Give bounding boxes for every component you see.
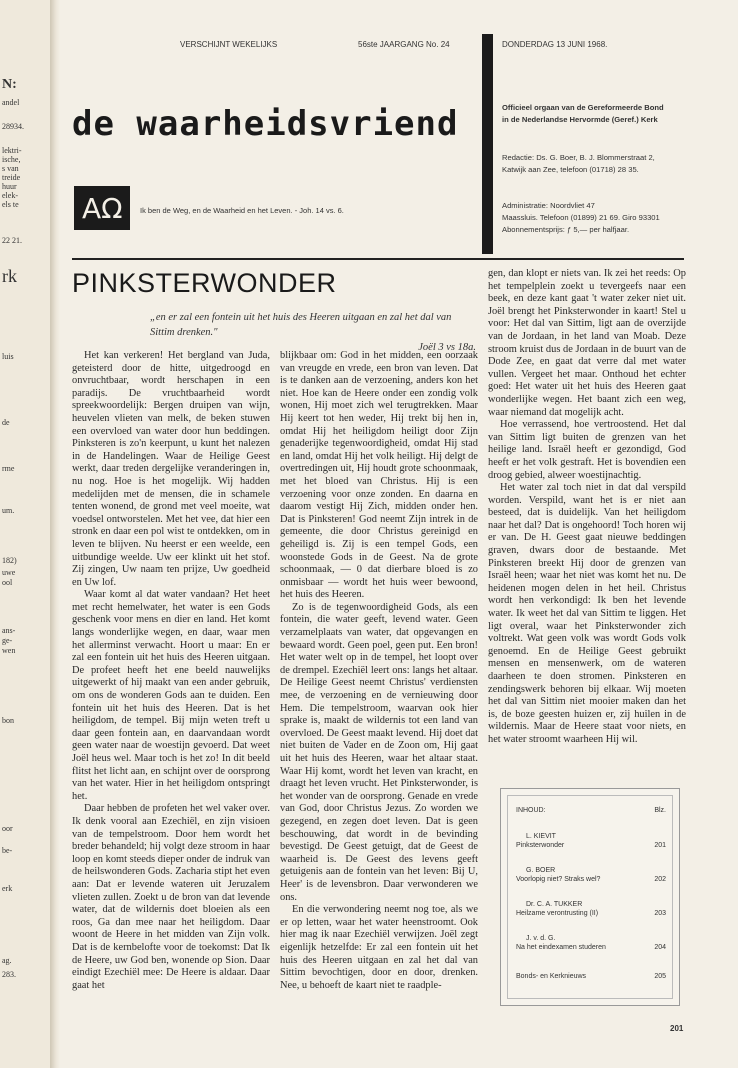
strip-line: rk	[2, 266, 17, 286]
article-column-1	[72, 350, 270, 992]
paragraph: gen, dan klopt er niets van. Ik zei het reeds: Op het tempelplein zoekt u tevergeefs naar een beek, en deze kant gaat 't water zeker niet uit. Joël brengt het Pinksterwonder in kaart! Stel u voor: Het dal van Sittim, ligt aan de overzijde van de Jordaan, in het land van Moab. Deze stroom kruist dus de Jordaan in de buurt van de Dode Zee, en gaat dat verre dal met water vullen. Vergeet het maar. Onthoud het echter goed: Het water uit het huis des Heeren gaat wonderlijke wegen. Het baant zich een weg, waar niemand dat mogelijk acht.	[488, 268, 686, 418]
strip-line: um.	[2, 506, 15, 515]
toc-author: J. v. d. G.	[526, 935, 556, 942]
toc-title: Pinksterwonder	[516, 842, 565, 849]
toc-entry	[516, 866, 666, 884]
paragraph: En die verwondering neemt nog toe, als we er op letten, waar het water heenstroomt. Ook hier mag ik naar Ezechiël verwijzen. Joël zegt eigenlijk hetzelfde: Er zal een fontein uit het huis des Heeren uitgaan en zal het dal van Sittim bevochtigen, door en door, drenken. Nee, u behoeft de kaart niet te raadple-	[280, 904, 478, 991]
admin-line: Abonnementsprijs: ƒ 5,— per halfjaar.	[502, 225, 630, 234]
strip-line: 22 21.	[2, 236, 22, 245]
article-column-3	[488, 268, 686, 747]
toc-entry	[516, 900, 666, 918]
toc-page: 204	[654, 944, 666, 951]
toc-author: Dr. C. A. TUKKER	[526, 901, 583, 908]
toc-page: 201	[654, 842, 666, 849]
strip-line: oor	[2, 824, 13, 833]
volume-label: 56ste JAARGANG No. 24	[358, 40, 450, 49]
strip-line: ool	[2, 578, 13, 587]
organ-line: in de Nederlandse Hervormde (Geref.) Kerk	[502, 115, 658, 124]
logo-glyphs: ΑΩ	[82, 192, 123, 225]
page-fold-shadow	[50, 0, 60, 1068]
paragraph: Het water zal toch niet in dat dal verspild worden. Verspild, want het is er niet aan besteed, dat is duidelijk. Van het heiligdom naar het dal? Dat is ongehoord! Toch horen wij er van. De H. Geest gaat nieuwe beddingen graven, dwars door de bestaande. Met Pinksteren breekt Hij door de grenzen van Israël heen; waar het niet was komt het nu. De heidenen mogen delen in het heil. Christus wordt hen verkondigd: Ik ben het levende water. Ik weet het dal van Sittim te liggen. Het ligt overal, waar het Pinksterwonder zich voltrekt. Wat geen volk was wordt Gods volk genoemd. En de Heilige Geest gebruikt mensen en mensenwerk, om de wateren daarheen te doen stromen. Pinksteren en zendingswerk behoren bij elkaar. Wij moeten het dal van Sittim niet mooier maken dan het is, de boze geesten huizen er, zij huilen in de wildernis. Maar de Heere staat voor niets, en het water stroomt waarheen Hij wil.	[488, 482, 686, 745]
toc-author: L. KIEVIT	[526, 833, 556, 840]
toc-entry	[516, 934, 666, 952]
quote-reference: Joël 3 vs 18a.	[418, 342, 476, 353]
admin-line: Maassluis. Telefoon (01899) 21 69. Giro 93301	[502, 213, 660, 222]
strip-line: 283.	[2, 970, 16, 979]
organ-line: Officieel orgaan van de Gereformeerde Bond	[502, 103, 664, 112]
strip-line: uwe	[2, 568, 16, 577]
strip-line: ans-	[2, 626, 16, 635]
paragraph: Waar komt al dat water vandaan? Het heet met recht hemelwater, het water is een Gods geschenk voor mens en dier en land. Het komt langs wonderlijke wegen, en daar, waar men het allerminst verwacht. Hoort u maar: En er zal een fontein uit het huis des Heeren uitgaan. De profeet heeft het ene beeld nauwelijks uitgewerkt of hij maakt van een ander gebruik, om ons de wonderen Gods aan te duiden. Een fontein uit het huis des Heeren. Dat is het heiligdom, de tempel. Bij mijn weten treft u daar geen fontein aan, en daarvandaan wordt geen water naar de woestijn gevoerd. Dat weet Joël heus wel. Maar toch is het zo! In dit beeld flitst het licht aan, en schijnt over de oorsprong van het water. Hier in het heiligdom ontspringt het.	[72, 589, 270, 802]
toc-heading: INHOUD:	[516, 807, 546, 814]
article-column-2	[280, 350, 478, 992]
strip-line: andel	[2, 98, 20, 107]
alpha-omega-logo	[74, 186, 130, 230]
strip-line: wen	[2, 646, 16, 655]
header-rule	[72, 258, 684, 260]
date-label: DONDERDAG 13 JUNI 1968.	[502, 40, 608, 49]
toc-author: G. BOER	[526, 867, 556, 874]
table-of-contents	[500, 788, 680, 1006]
strip-line: 182)	[2, 556, 17, 565]
admin-line: Administratie: Noordvliet 47	[502, 201, 595, 210]
paragraph: Hoe verrassend, hoe vertroostend. Het dal van Sittim ligt buiten de grenzen van het heilige land. Israël heeft er gezondigd, God heeft er het volk gestraft. Het is bovendien een droog gebied, alweer woestijnachtig.	[488, 419, 686, 481]
toc-title: Voorlopig niet? Straks wel?	[516, 876, 601, 883]
strip-line: rme	[2, 464, 15, 473]
strip-line: ag.	[2, 956, 12, 965]
adjacent-page-strip	[0, 0, 50, 1068]
strip-line: erk	[2, 884, 13, 893]
toc-frame	[507, 795, 673, 999]
paragraph: Zo is de tegenwoordigheid Gods, als een fontein, die water geeft, levend water. Geen verzamelplaats van water, dat opgevangen en bewaard wordt. Geen poel, geen put. Een bron! Het water welt op in de tempel, het loopt over de drempel. Ezechiël leert ons: langs het altaar. De Heilige Geest neemt Christus' verdiensten mee, de verzoening en de vernieuwing door Hem. Die tempelstroom, waarvan ook hier sprake is, maakt de wildernis tot een land van overvloed. De Geest maakt levend. Hij doet dat niet buiten de Vader en de Zoon om, Hij gaat uit het huis des Heeren, waar het altaar staat. Waar Hij komt, wordt het leven van kracht, en draagt het leven vrucht. Het Pinksterwonder, is het wonder van de oorsprong. Genade en vrede van God, door Christus Jezus. Zo worden we gezegend, en zegen doet leven. Dat is geen beschouwing, dat wordt in de bevinding bevestigd. De Geest getuigt, dat de Geest de waarheid is. De Geest des levens geeft getuigenis aan de fontein van het leven: Bij U, Heer' is de levensbron. Daar verwonderen we ons.	[280, 601, 478, 903]
editorial-info	[502, 152, 655, 176]
strip-line: de	[2, 418, 10, 427]
toc-entry	[516, 832, 666, 850]
toc-title: Na het eindexamen studeren	[516, 944, 606, 951]
strip-line: huur	[2, 182, 17, 191]
strip-line: elek-	[2, 191, 18, 200]
page-number: 201	[670, 1024, 684, 1033]
motto: Ik ben de Weg, en de Waarheid en het Leven. - Joh. 14 vs. 6.	[140, 206, 344, 215]
strip-line: s van	[2, 164, 19, 173]
toc-page: 202	[654, 876, 666, 883]
strip-line: N:	[2, 77, 17, 92]
strip-line: lektri-	[2, 146, 22, 155]
administration-info	[502, 200, 660, 236]
header-divider-bar	[482, 34, 493, 254]
frequency-label: VERSCHIJNT WEKELIJKS	[180, 40, 278, 49]
paragraph: blijkbaar om: God in het midden, een oorzaak van vreugde en vrede, een bron van leven. Dat is te danken aan de verzoening, anders kon het niet. Hoe kan de Heere onder een zondig volk wonen, Hij moet zich wel terugtrekken. Maar Hij keert tot hen weder, Hij trekt bij hen in, omdat Hij het heiligdom heiligt door Zijn genaderijke tegenwoordigheid, omdat Hij stad en land, omdat Hij het volk heiligt. Hij delgt de overtredingen uit, Hij houdt grote schoonmaak, met het bloed van Christus. Hij is een verzoening voor onze zonden. En daarna en daarom vestigt Hij Zich, midden onder hen. Dat is Pinksteren! God neemt Zijn intrek in de gemeente, die door Christus gereinigd en geheiligd is. Zij is een tempel Gods, een woonstede Gods in de Geest. Na de grote schoonmaak, — 0 dat dierbare bloed is zo onmisbaar — wordt het huis weer bewoond, het huis des Heeren.	[280, 350, 478, 601]
quote-text: „en er zal een fontein uit het huis des Heeren uitgaan en zal het dal van Sittim drenken."	[150, 312, 452, 338]
toc-entry	[516, 972, 666, 981]
toc-title: Heilzame verontrusting (II)	[516, 910, 599, 917]
toc-page-heading: Blz.	[654, 807, 666, 814]
strip-line: ge-	[2, 636, 13, 645]
strip-line: luis	[2, 352, 14, 361]
strip-line: 28934.	[2, 122, 24, 131]
scripture-quote	[150, 310, 476, 355]
editor-line: Katwijk aan Zee, telefoon (01718) 28 35.	[502, 165, 639, 174]
toc-page: 203	[654, 910, 666, 917]
toc-page: 205	[654, 973, 666, 980]
strip-line: ische,	[2, 155, 21, 164]
toc-title: Bonds- en Kerknieuws	[516, 973, 587, 980]
strip-line: bon	[2, 716, 14, 725]
masthead-title: de waarheidsvriend	[72, 104, 459, 144]
strip-line: be-	[2, 846, 13, 855]
paragraph: Daar hebben de profeten het wel vaker over. Ik denk vooral aan Ezechiël, en zijn visioen van de tempelstroom. Door hem wordt het breder behandeld; hij volgt deze stroom in haar loop en komt steeds dieper onder de indruk van de heilswonderen Gods. Zacharia stipt het even aan: Dat er levende wateren uit Jeruzalem vlieten zullen. Zoekt u de bron van dat levende water, dat de wildernis doet bloeien als een roos, Ga dan mee naar het heiligdom. Daar woont de Heere in het midden van Zijn volk. Dat is de kernbelofte voor de toekomst: Dat Ik de Heere, uw God ben, wonende op Sion. Daar eindigt Ezechiël mee: De Heere is aldaar. Daar gaat het	[72, 803, 270, 991]
editor-line: Redactie: Ds. G. Boer, B. J. Blommerstraat 2,	[502, 153, 655, 162]
paragraph: Het kan verkeren! Het bergland van Juda, geteisterd door de hitte, uitgedroogd en onvruchtbaar, wordt herschapen in een paradijs. De vruchtbaarheid wordt spreekwoordelijk: Bergen druipen van wijn, heuvelen vlieten van melk, de beken stuwen een overvloed van water door hun beddingen. Pinksteren is zo'n keerpunt, u kunt het nalezen in de Handelingen. Waar de Heilige Geest werkt, daar treden dergelijke veranderingen in, nu nog. Hoe is het mogelijk. Wij hadden medelijden met de mensen, die in schamele tenten wonend, de grond met veel moeite, wat voedsel ontworstelen. Met het vee, dat hier een stronk en daar een pol wist te ontdekken, om in leven te blijven. Nu heerst er een weelde, een uitbundige weelde. Uw eer klinkt uit het stof. Zij zingen, Uw naam ten prijze, Uw goedheid en Uw lof.	[72, 350, 270, 588]
official-organ	[502, 102, 664, 126]
strip-line: els te	[2, 200, 19, 209]
toc-header	[516, 806, 666, 815]
article-title: PINKSTERWONDER	[72, 268, 337, 298]
strip-line: treide	[2, 173, 21, 182]
